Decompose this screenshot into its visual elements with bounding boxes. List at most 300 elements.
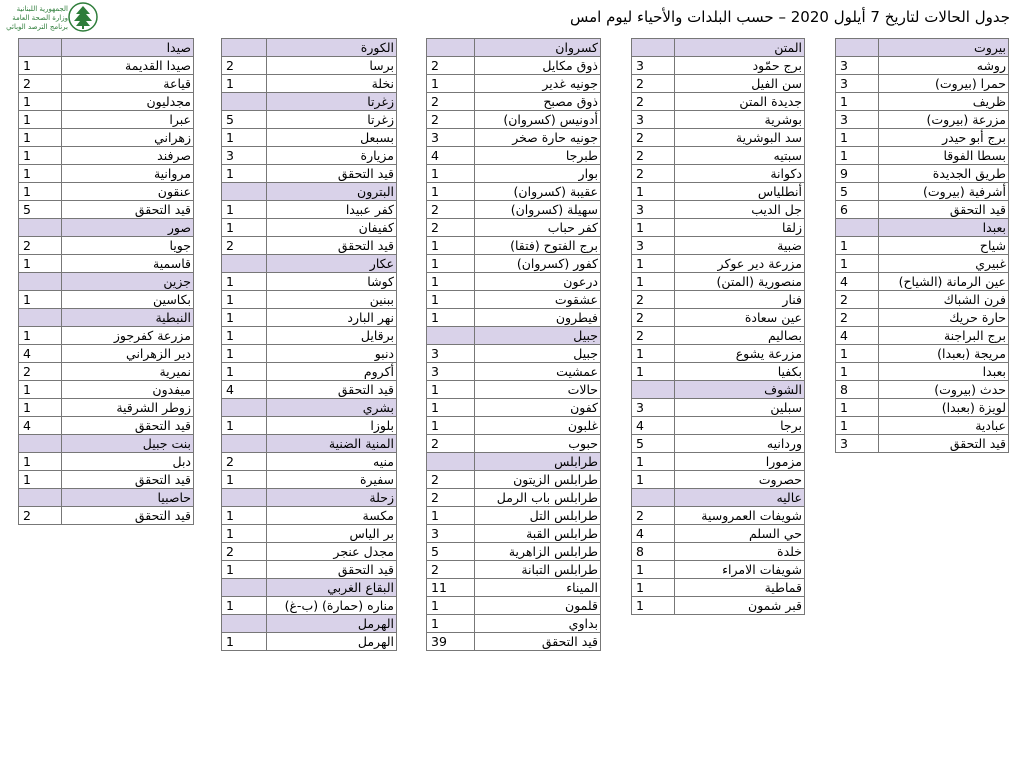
district-header-row — [222, 183, 397, 201]
district-name: زغرتا — [267, 93, 397, 111]
town-name: عين سعادة — [675, 309, 805, 327]
case-count: 1 — [836, 93, 879, 111]
town-name: الميناء — [475, 579, 601, 597]
district-header-row — [222, 93, 397, 111]
table-row — [836, 147, 1009, 165]
town-name: جل الديب — [675, 201, 805, 219]
table-row — [632, 399, 805, 417]
district-header-row — [222, 489, 397, 507]
town-name: أنطلياس — [675, 183, 805, 201]
table-row — [632, 543, 805, 561]
case-count: 1 — [836, 129, 879, 147]
table-row — [19, 381, 194, 399]
table-row — [632, 165, 805, 183]
case-count: 4 — [19, 345, 62, 363]
case-count: 1 — [427, 75, 475, 93]
case-count: 1 — [222, 165, 267, 183]
town-name: كفون — [475, 399, 601, 417]
district-header-row — [836, 219, 1009, 237]
case-count: 2 — [427, 561, 475, 579]
town-name: ذوق مكايل — [475, 57, 601, 75]
case-count — [222, 39, 267, 57]
district-header-row — [632, 39, 805, 57]
case-count: 1 — [427, 597, 475, 615]
case-count — [222, 579, 267, 597]
case-count: 1 — [222, 417, 267, 435]
town-name: وردانيه — [675, 435, 805, 453]
case-count: 3 — [427, 525, 475, 543]
district-name: عكار — [267, 255, 397, 273]
table-keserwan-jbeil-tripoli — [426, 38, 601, 651]
district-name: جبيل — [475, 327, 601, 345]
table-row — [632, 291, 805, 309]
case-count: 1 — [632, 345, 675, 363]
table-row — [632, 219, 805, 237]
district-header-row — [19, 273, 194, 291]
town-name: حالات — [475, 381, 601, 399]
case-count: 1 — [19, 291, 62, 309]
town-name: طرابلس القبة — [475, 525, 601, 543]
table-row — [222, 201, 397, 219]
table-row — [222, 363, 397, 381]
town-name: بكاسين — [62, 291, 194, 309]
table-row — [427, 525, 601, 543]
table-row — [222, 273, 397, 291]
town-name: عبادية — [879, 417, 1009, 435]
table-row — [19, 291, 194, 309]
town-name: مناره (حمارة) (ب-غ) — [267, 597, 397, 615]
case-count — [222, 435, 267, 453]
district-name: بنت جبيل — [62, 435, 194, 453]
case-count: 2 — [632, 165, 675, 183]
town-name: فيطرون — [475, 309, 601, 327]
logo-line-2: وزارة الصحة العامة — [12, 14, 68, 22]
town-name: بر الياس — [267, 525, 397, 543]
town-name: جويا — [62, 237, 194, 255]
case-count: 1 — [427, 273, 475, 291]
district-name: عاليه — [675, 489, 805, 507]
table-row — [222, 237, 397, 255]
table-row — [427, 57, 601, 75]
case-count: 1 — [632, 183, 675, 201]
table-row — [19, 93, 194, 111]
town-name: برج البراجنة — [879, 327, 1009, 345]
district-header-row — [427, 453, 601, 471]
table-row — [632, 273, 805, 291]
town-name: عمشيت — [475, 363, 601, 381]
town-name: برسا — [267, 57, 397, 75]
district-header-row — [19, 219, 194, 237]
cedar-icon — [68, 2, 98, 32]
table-row — [222, 543, 397, 561]
town-name: مزرعة دير عوكر — [675, 255, 805, 273]
case-count: 2 — [632, 507, 675, 525]
table-row — [632, 597, 805, 615]
table-row — [19, 165, 194, 183]
table-row — [427, 147, 601, 165]
case-count: 2 — [427, 489, 475, 507]
case-count: 1 — [836, 345, 879, 363]
table-row — [427, 201, 601, 219]
case-count: 1 — [19, 129, 62, 147]
district-name: النبطية — [62, 309, 194, 327]
table-row — [427, 633, 601, 651]
table-row — [427, 93, 601, 111]
town-name: طرابلس التبانة — [475, 561, 601, 579]
town-name: حمرا (بيروت) — [879, 75, 1009, 93]
town-name: نهر البارد — [267, 309, 397, 327]
district-name: البقاع الغربي — [267, 579, 397, 597]
case-count: 1 — [19, 399, 62, 417]
case-count — [19, 273, 62, 291]
case-count: 1 — [222, 525, 267, 543]
table-beirut-baabda — [835, 38, 1009, 453]
town-name: زغرتا — [267, 111, 397, 129]
town-name: صيدا القديمة — [62, 57, 194, 75]
town-name: زهراني — [62, 129, 194, 147]
district-header-row — [19, 435, 194, 453]
town-name: برقايل — [267, 327, 397, 345]
district-header-row — [222, 39, 397, 57]
town-name: روشه — [879, 57, 1009, 75]
case-count: 2 — [427, 111, 475, 129]
town-name: مجدل عنجر — [267, 543, 397, 561]
table-row — [222, 525, 397, 543]
case-count: 3 — [836, 57, 879, 75]
town-name: كفور (كسروان) — [475, 255, 601, 273]
table-row — [427, 489, 601, 507]
district-header-row — [427, 39, 601, 57]
district-name: حاصبيا — [62, 489, 194, 507]
town-name: كوشا — [267, 273, 397, 291]
town-name: طريق الجديدة — [879, 165, 1009, 183]
town-name: بداوي — [475, 615, 601, 633]
case-count — [222, 399, 267, 417]
district-name: بيروت — [879, 39, 1009, 57]
case-count: 1 — [427, 417, 475, 435]
case-count: 2 — [19, 507, 62, 525]
case-count: 2 — [427, 435, 475, 453]
table-row — [427, 435, 601, 453]
table-row — [19, 201, 194, 219]
table-row — [836, 255, 1009, 273]
case-count: 1 — [19, 255, 62, 273]
town-name: عين الرمانة (الشياح) — [879, 273, 1009, 291]
table-row — [222, 291, 397, 309]
town-name: صرفند — [62, 147, 194, 165]
town-name: مكسة — [267, 507, 397, 525]
table-row — [632, 345, 805, 363]
case-count — [632, 381, 675, 399]
table-row — [836, 399, 1009, 417]
case-count: 4 — [836, 327, 879, 345]
case-count: 2 — [632, 147, 675, 165]
district-name: الشوف — [675, 381, 805, 399]
case-count: 2 — [427, 93, 475, 111]
table-south-nabatieh — [18, 38, 194, 525]
table-row — [836, 75, 1009, 93]
case-count: 4 — [427, 147, 475, 165]
case-count: 2 — [222, 57, 267, 75]
district-header-row — [222, 255, 397, 273]
district-name: طرابلس — [475, 453, 601, 471]
town-name: دير الزهراني — [62, 345, 194, 363]
case-count: 1 — [632, 219, 675, 237]
table-row — [427, 75, 601, 93]
case-count: 4 — [632, 417, 675, 435]
table-north-bekaa — [221, 38, 397, 651]
table-row — [836, 345, 1009, 363]
case-count: 3 — [632, 111, 675, 129]
case-count: 4 — [632, 525, 675, 543]
case-count: 3 — [632, 399, 675, 417]
case-count: 2 — [632, 309, 675, 327]
case-count: 1 — [222, 309, 267, 327]
table-row — [222, 327, 397, 345]
case-count: 4 — [836, 273, 879, 291]
district-header-row — [632, 381, 805, 399]
case-count — [427, 453, 475, 471]
case-count — [222, 183, 267, 201]
table-row — [427, 597, 601, 615]
table-row — [632, 147, 805, 165]
table-row — [836, 381, 1009, 399]
case-count — [222, 489, 267, 507]
town-name: طرابلس الزيتون — [475, 471, 601, 489]
case-count — [222, 93, 267, 111]
case-count: 1 — [222, 75, 267, 93]
table-row — [632, 525, 805, 543]
case-count: 6 — [836, 201, 879, 219]
case-count: 2 — [427, 471, 475, 489]
table-row — [836, 237, 1009, 255]
town-name: قماطية — [675, 579, 805, 597]
table-row — [19, 75, 194, 93]
town-name: غلبون — [475, 417, 601, 435]
table-row — [222, 381, 397, 399]
case-count: 2 — [632, 75, 675, 93]
table-row — [632, 129, 805, 147]
town-name: ضبية — [675, 237, 805, 255]
case-count: 3 — [427, 129, 475, 147]
district-header-row — [19, 39, 194, 57]
case-count: 5 — [427, 543, 475, 561]
district-header-row — [632, 489, 805, 507]
table-row — [632, 255, 805, 273]
case-count — [222, 615, 267, 633]
table-row — [222, 471, 397, 489]
town-name: عنقون — [62, 183, 194, 201]
town-name: عقيبة (كسروان) — [475, 183, 601, 201]
case-count: 1 — [632, 363, 675, 381]
case-count: 4 — [19, 417, 62, 435]
town-name: شويفات العمروسية — [675, 507, 805, 525]
table-row — [222, 75, 397, 93]
table-row — [19, 255, 194, 273]
case-count: 1 — [222, 633, 267, 651]
table-row — [836, 111, 1009, 129]
table-row — [836, 291, 1009, 309]
town-name: برجا — [675, 417, 805, 435]
table-row — [836, 363, 1009, 381]
case-count: 3 — [836, 111, 879, 129]
town-name: دبل — [62, 453, 194, 471]
case-count: 1 — [222, 327, 267, 345]
table-row — [427, 273, 601, 291]
table-row — [427, 129, 601, 147]
town-name: أشرفية (بيروت) — [879, 183, 1009, 201]
town-name: بصاليم — [675, 327, 805, 345]
town-name: قيد التحقق — [62, 471, 194, 489]
table-row — [222, 453, 397, 471]
ministry-logo — [6, 2, 102, 36]
case-count: 1 — [836, 363, 879, 381]
table-row — [632, 507, 805, 525]
table-row — [632, 435, 805, 453]
case-count: 1 — [19, 381, 62, 399]
town-name: حي السلم — [675, 525, 805, 543]
table-row — [632, 363, 805, 381]
case-count: 2 — [632, 93, 675, 111]
case-count: 1 — [632, 561, 675, 579]
district-header-row — [19, 309, 194, 327]
table-row — [427, 399, 601, 417]
table-metn-chouf-aley — [631, 38, 805, 615]
case-count: 1 — [427, 381, 475, 399]
case-count: 3 — [632, 237, 675, 255]
town-name: حصروت — [675, 471, 805, 489]
case-count: 2 — [632, 129, 675, 147]
district-name: بعبدا — [879, 219, 1009, 237]
table-row — [222, 219, 397, 237]
table-row — [427, 363, 601, 381]
table-row — [222, 633, 397, 651]
case-count: 1 — [19, 327, 62, 345]
town-name: أكروم — [267, 363, 397, 381]
table-row — [427, 579, 601, 597]
table-row — [427, 309, 601, 327]
town-name: سبلين — [675, 399, 805, 417]
table-row — [632, 327, 805, 345]
town-name: بسطا الفوقا — [879, 147, 1009, 165]
case-count: 2 — [222, 237, 267, 255]
case-count: 1 — [836, 147, 879, 165]
town-name: قيد التحقق — [879, 435, 1009, 453]
table-row — [19, 453, 194, 471]
table-row — [836, 201, 1009, 219]
table-row — [836, 327, 1009, 345]
district-name: البترون — [267, 183, 397, 201]
case-count: 5 — [19, 201, 62, 219]
case-count: 2 — [632, 291, 675, 309]
town-name: حدث (بيروت) — [879, 381, 1009, 399]
case-count: 8 — [836, 381, 879, 399]
case-count: 1 — [222, 597, 267, 615]
district-name: المتن — [675, 39, 805, 57]
town-name: مزرعة كفرجوز — [62, 327, 194, 345]
table-row — [427, 291, 601, 309]
table-row — [222, 345, 397, 363]
case-count: 5 — [836, 183, 879, 201]
town-name: حبوب — [475, 435, 601, 453]
case-count — [836, 39, 879, 57]
town-name: غبيري — [879, 255, 1009, 273]
table-row — [19, 147, 194, 165]
case-count: 2 — [19, 75, 62, 93]
town-name: سن الفيل — [675, 75, 805, 93]
case-count: 1 — [427, 399, 475, 417]
town-name: سبتيه — [675, 147, 805, 165]
table-row — [427, 543, 601, 561]
case-count: 3 — [222, 147, 267, 165]
case-count: 1 — [427, 309, 475, 327]
case-count: 2 — [222, 543, 267, 561]
town-name: قيد التحقق — [267, 561, 397, 579]
district-name: الكورة — [267, 39, 397, 57]
town-name: قيد التحقق — [62, 507, 194, 525]
table-row — [632, 471, 805, 489]
case-count: 3 — [836, 75, 879, 93]
town-name: دنبو — [267, 345, 397, 363]
town-name: بوشرية — [675, 111, 805, 129]
case-count: 1 — [19, 57, 62, 75]
case-count: 1 — [836, 417, 879, 435]
town-name: جونيه حارة صخر — [475, 129, 601, 147]
town-name: نميرية — [62, 363, 194, 381]
town-name: طرابلس الزاهرية — [475, 543, 601, 561]
table-row — [632, 111, 805, 129]
town-name: قيد التحقق — [267, 381, 397, 399]
case-count: 1 — [632, 273, 675, 291]
table-row — [222, 165, 397, 183]
case-count: 1 — [19, 147, 62, 165]
table-row — [19, 399, 194, 417]
town-name: جبيل — [475, 345, 601, 363]
district-name: بشري — [267, 399, 397, 417]
case-count: 3 — [836, 435, 879, 453]
town-name: برج أبو حيدر — [879, 129, 1009, 147]
case-count: 2 — [836, 309, 879, 327]
case-count: 1 — [222, 201, 267, 219]
case-count: 1 — [222, 471, 267, 489]
town-name: كفيفان — [267, 219, 397, 237]
case-count: 2 — [427, 201, 475, 219]
case-count: 2 — [427, 219, 475, 237]
table-row — [19, 471, 194, 489]
table-row — [427, 255, 601, 273]
town-name: منصورية (المتن) — [675, 273, 805, 291]
town-name: مجدليون — [62, 93, 194, 111]
case-count: 2 — [19, 363, 62, 381]
district-header-row — [836, 39, 1009, 57]
table-row — [427, 219, 601, 237]
town-name: منيه — [267, 453, 397, 471]
table-row — [19, 417, 194, 435]
table-row — [427, 345, 601, 363]
town-name: شويفات الامراء — [675, 561, 805, 579]
case-count: 1 — [222, 345, 267, 363]
district-header-row — [222, 399, 397, 417]
district-header-row — [222, 435, 397, 453]
town-name: زلقا — [675, 219, 805, 237]
table-row — [836, 309, 1009, 327]
town-name: طرابلس باب الرمل — [475, 489, 601, 507]
town-name: كفر حباب — [475, 219, 601, 237]
table-row — [19, 363, 194, 381]
case-count: 1 — [427, 237, 475, 255]
case-count — [19, 39, 62, 57]
case-count: 1 — [632, 597, 675, 615]
